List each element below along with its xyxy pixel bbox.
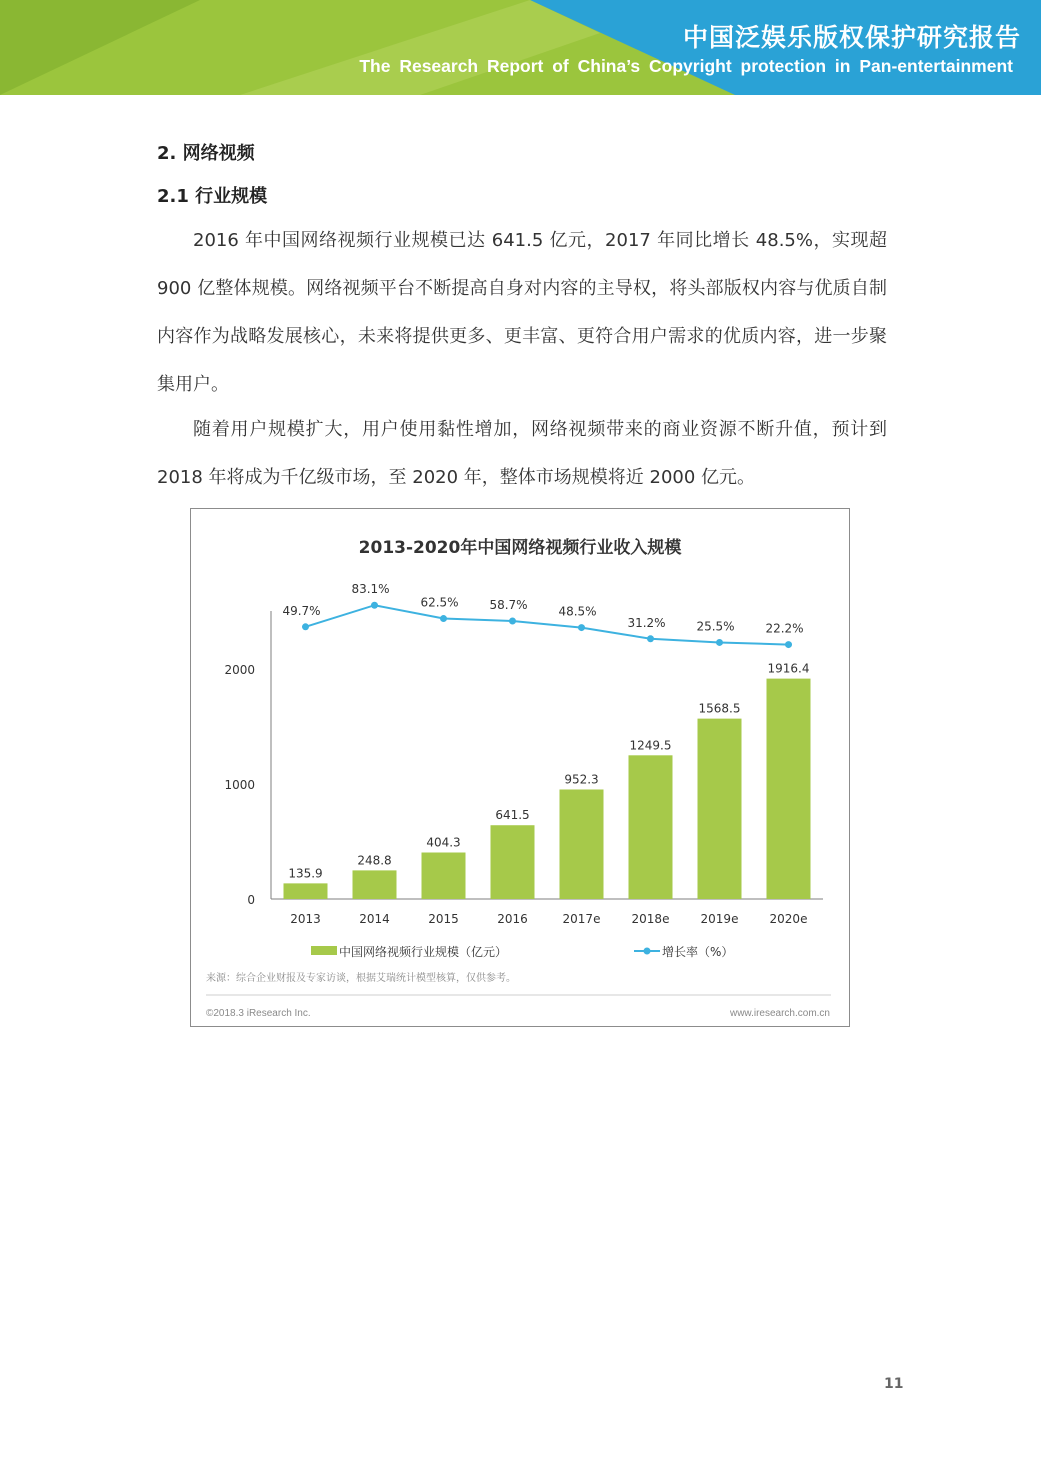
- bar-value-label: 1916.4: [767, 661, 810, 676]
- x-tick-label: 2019e: [700, 912, 739, 926]
- growth-point: [716, 639, 723, 646]
- x-tick-label: 2017e: [562, 912, 601, 926]
- growth-point: [440, 615, 447, 622]
- y-tick-label: 0: [247, 893, 255, 907]
- growth-label: 49.7%: [282, 603, 321, 618]
- growth-point: [578, 624, 585, 631]
- subsection-heading: 2.1 行业规模: [157, 186, 268, 207]
- growth-label: 25.5%: [696, 619, 735, 634]
- chart-title: 2013-2020年中国网络视频行业收入规模: [358, 538, 682, 558]
- bar: [698, 719, 742, 899]
- x-tick-label: 2016: [497, 912, 528, 926]
- growth-label: 83.1%: [351, 582, 390, 597]
- bar: [284, 883, 328, 899]
- growth-point: [785, 641, 792, 648]
- growth-point: [302, 623, 309, 630]
- chart-website: www.iresearch.com.cn: [729, 1008, 830, 1019]
- header-banner: [0, 0, 1041, 95]
- bar-value-label: 404.3: [426, 835, 461, 850]
- paragraph-2: 随着用户规模扩大，用户使用黏性增加，网络视频带来的商业资源不断升值，预计到 2018 年将成为千亿级市场，至 2020 年，整体市场规模将近 2000 亿元。: [157, 419, 887, 488]
- bar-series: [284, 662, 811, 899]
- chart-copyright: ©2018.3 iResearch Inc.: [206, 1008, 311, 1019]
- bar: [767, 679, 811, 899]
- growth-label: 62.5%: [420, 595, 459, 610]
- x-tick-label: 2018e: [631, 912, 670, 926]
- bar: [422, 853, 466, 899]
- growth-line-series: [282, 582, 803, 648]
- bar: [560, 789, 604, 899]
- y-tick-label: 1000: [224, 778, 255, 792]
- bar-value-label: 952.3: [564, 772, 599, 787]
- report-subtitle: The Research Report of China’s Copyright protection in Pan-entertainment: [359, 56, 1013, 76]
- growth-label: 58.7%: [489, 597, 528, 612]
- bar: [353, 870, 397, 899]
- bar: [629, 755, 673, 899]
- growth-label: 22.2%: [765, 621, 804, 636]
- x-tick-label: 2015: [428, 912, 459, 926]
- chart-source-note: 来源：综合企业财报及专家访谈，根据艾瑞统计模型核算，仅供参考。: [206, 973, 516, 984]
- paragraph-1: 2016 年中国网络视频行业规模已达 641.5 亿元，2017 年同比增长 48.5%，实现超 900 亿整体规模。网络视频平台不断提高自身对内容的主导权，将头部版权内容与优质自制内容作为战略发展核心，未来将提供更多、更丰富、更符合用户需求的优质内容，进一步聚集用户。: [157, 230, 887, 395]
- chart-frame: [190, 508, 850, 1027]
- revenue-chart: [191, 509, 849, 1026]
- bar-value-label: 1568.5: [698, 701, 741, 716]
- y-tick-label: 2000: [224, 663, 255, 677]
- growth-label: 48.5%: [558, 604, 597, 619]
- legend-bar-label: 中国网络视频行业规模（亿元）: [339, 945, 508, 959]
- section-heading: 2. 网络视频: [157, 143, 255, 164]
- report-title: 中国泛娱乐版权保护研究报告: [682, 23, 1021, 52]
- bar-value-label: 135.9: [288, 866, 323, 881]
- growth-point: [371, 602, 378, 609]
- growth-point: [509, 617, 516, 624]
- growth-label: 31.2%: [627, 615, 666, 630]
- legend-bar-swatch: [311, 946, 337, 955]
- page-number: 11: [884, 1376, 904, 1392]
- legend-line-label: 增长率（%）: [662, 945, 734, 959]
- chart-legend: [311, 944, 733, 959]
- bar-value-label: 641.5: [495, 808, 530, 823]
- legend-line-marker: [644, 948, 651, 955]
- bar-value-label: 248.8: [357, 853, 392, 868]
- bar: [491, 825, 535, 899]
- x-tick-label: 2014: [359, 912, 390, 926]
- bar-value-label: 1249.5: [629, 738, 672, 753]
- x-tick-label: 2020e: [769, 912, 808, 926]
- growth-point: [647, 635, 654, 642]
- x-tick-label: 2013: [290, 912, 321, 926]
